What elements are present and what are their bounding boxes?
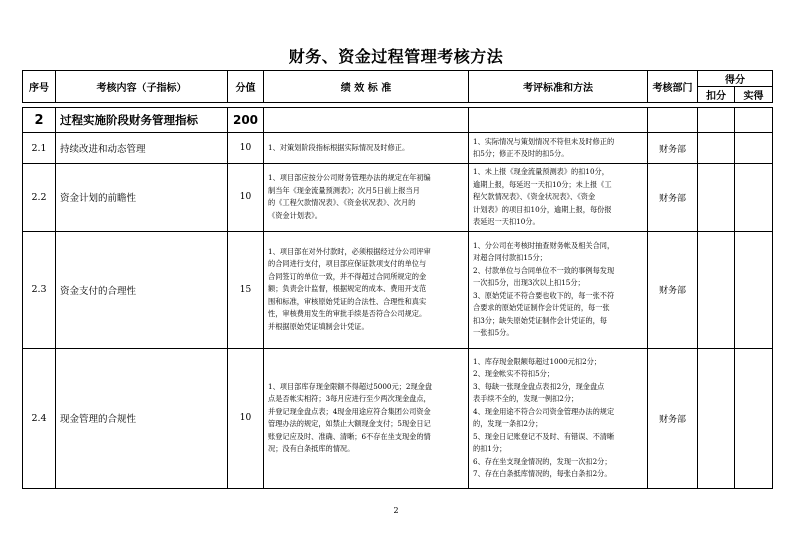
method-line: 合要求的原始凭证制作会计凭证的，每一张 (473, 303, 610, 312)
standard-line: 1、项目部库存现金限额不得超过5000元；2现金盘 (268, 381, 433, 391)
method-line: 2、付款单位与合同单位不一致的事例每发现 (473, 265, 615, 275)
row-seq: 2.3 (23, 231, 56, 348)
standard-line: 管理办法的规定，如禁止大额现金支付；5现金日记 (268, 419, 431, 428)
row-item: 持续改进和动态管理 (56, 133, 228, 164)
page-number: 2 (393, 506, 399, 515)
row-deduct-cell (698, 133, 735, 164)
table-row (23, 348, 773, 488)
standard-line: 围和标准，审核原始凭证的合法性、合理性和真实 (268, 296, 427, 306)
method-line: 1、库存现金限额每超过1000元扣2分； (473, 356, 602, 366)
table-row (23, 231, 773, 348)
table-row (23, 164, 773, 232)
standard-line: 1、项目部在对外付款时，必须根据经过分公司评审 (268, 246, 431, 256)
row-deduct-cell (698, 348, 735, 488)
header-actual: 实得 (735, 87, 773, 103)
header-method: 考评标准和方法 (469, 71, 648, 103)
row-standard (264, 133, 469, 164)
row-method (469, 231, 648, 348)
row-standard (264, 348, 469, 488)
standard-line: 并登记现金盘点表；4现金用途应符合集团公司资金 (268, 406, 431, 416)
standard-line: 制当年《现金流量预测表》；次月5日前上报当月 (268, 185, 420, 195)
standard-line: 《资金计划表》。 (268, 210, 322, 220)
header-standard: 绩 效 标 准 (264, 71, 469, 103)
row-item: 资金计划的前瞻性 (56, 164, 228, 232)
method-line: 一张扣5分。 (473, 328, 514, 337)
method-line: 表手续不全的，发现一例扣2分； (473, 394, 579, 403)
method-line: 2、现金帐实不符扣5分； (473, 369, 555, 378)
method-line: 5、现金日记账登记不及时、有错误、不清晰 (473, 431, 615, 441)
section-number: 2 (23, 108, 56, 133)
method-line: 1、实际情况与策划情况不符但未及时修正的 (473, 136, 615, 146)
header-points: 得分 (698, 71, 773, 87)
standard-line: 账登记应及时、准确、清晰；6不存在坐支现金的情 (268, 431, 431, 441)
method-line: 7、存在白条抵库情况的，每张白条扣2分。 (473, 469, 612, 478)
standard-line: 并根据原始凭证填制会计凭证。 (268, 321, 369, 331)
row-actual-cell (735, 348, 773, 488)
header-dept: 考核部门 (648, 71, 698, 103)
method-line: 4、现金用途不符合公司资金管理办法的规定 (473, 406, 615, 416)
method-line: 的扣1分； (473, 444, 507, 453)
section-name: 过程实施阶段财务管理指标 (56, 108, 228, 133)
header-content: 考核内容（子指标） (56, 71, 228, 103)
row-item: 现金管理的合规性 (56, 348, 228, 488)
method-line: 的，发现一条扣2分； (473, 419, 543, 428)
row-method (469, 164, 648, 232)
method-line: 计划表》的项目扣10分，逾期上报，每份报 (473, 204, 612, 214)
section-score: 200 (228, 108, 264, 133)
method-line: 1、分公司在考核时抽查财务帐及相关合同， (473, 240, 615, 250)
row-standard (264, 164, 469, 232)
row-method (469, 133, 648, 164)
standard-line: 的《工程欠款情况表》、《资金状况表》、次月的 (268, 198, 416, 208)
header-score: 分值 (228, 71, 264, 103)
method-line: 一次扣5分，出现3次以上扣15分； (473, 278, 585, 287)
method-line: 3、原始凭证不符合要也收下的，每一张不符 (473, 290, 615, 300)
standard-line: 1、项目部应按分公司财务管理办法的规定在年初编 (268, 173, 431, 183)
page-title: 财务、资金过程管理考核方法 (288, 47, 504, 66)
method-line: 对超合同付款扣15分； (473, 253, 547, 262)
standard-line: 1、对策划阶段指标根据实际情况及时修正。 (268, 142, 410, 152)
method-line: 扣5分；修正不及时的扣5分。 (473, 149, 569, 158)
method-line: 1、未上报《现金流量预测表》的扣10分， (473, 167, 609, 176)
assessment-table (22, 70, 773, 489)
row-actual-cell (735, 164, 773, 232)
row-deduct-cell (698, 231, 735, 348)
standard-line: 的合同进行支付，项目部应保证款项支付的单位与 (268, 259, 427, 269)
section-row (23, 108, 773, 133)
table-row (23, 133, 773, 164)
row-dept: 财务部 (648, 348, 698, 488)
row-score: 10 (228, 348, 264, 488)
header-seq: 序号 (23, 71, 56, 103)
row-actual-cell (735, 133, 773, 164)
row-deduct-cell (698, 164, 735, 232)
row-item: 资金支付的合理性 (56, 231, 228, 348)
method-line: 3、每缺一张现金盘点表扣2分，现金盘点 (473, 381, 605, 391)
row-standard (264, 231, 469, 348)
row-score: 10 (228, 164, 264, 232)
row-score: 10 (228, 133, 264, 164)
standard-line: 合同签订的单位一致，并不得超过合同所规定的金 (268, 271, 427, 281)
method-line: 6、存在坐支现金情况的，发现一次扣2分； (473, 456, 612, 466)
row-dept: 财务部 (648, 231, 698, 348)
method-line: 扣3分；缺失原始凭证制作会计凭证的，每 (473, 315, 607, 325)
row-dept: 财务部 (648, 133, 698, 164)
row-dept: 财务部 (648, 164, 698, 232)
standard-line: 况；没有白条抵库的情况。 (268, 444, 355, 453)
standard-line: 额；负责会计监督，根据规定的成本、费用开支范 (268, 284, 427, 294)
row-method (469, 348, 648, 488)
standard-line: 点是否帐实相符；3每月应进行至少两次现金盘点， (268, 394, 431, 403)
row-actual-cell (735, 231, 773, 348)
method-line: 表延迟一天扣10分。 (473, 217, 540, 226)
standard-line: 性，审核费用发生的审批手续是否符合公司规定。 (268, 309, 427, 319)
method-line: 逾期上报，每延迟一天扣10分；未上报《工 (473, 179, 612, 189)
method-line: 程欠款情况表》、《资金状况表》、《资金 (473, 192, 596, 201)
row-seq: 2.2 (23, 164, 56, 232)
row-seq: 2.4 (23, 348, 56, 488)
row-seq: 2.1 (23, 133, 56, 164)
header-deduct: 扣分 (698, 87, 735, 103)
row-score: 15 (228, 231, 264, 348)
